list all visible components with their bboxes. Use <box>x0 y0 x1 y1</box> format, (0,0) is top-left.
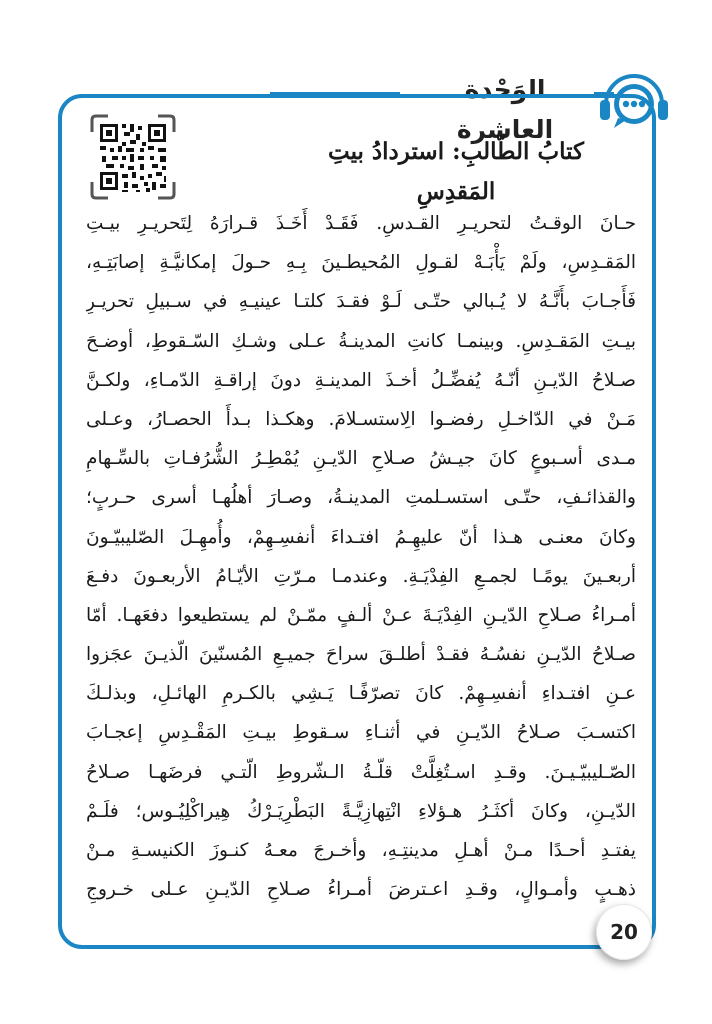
body-text <box>86 204 636 909</box>
text-line: والقذائـفِ، حتّـى استسـلمتِ المدينـةُ، وصـارَ أهلُهـا أسرى حـربٍ؛ <box>86 487 636 509</box>
text-line: يفتـدِ أحـدًا مـنْ أهـلِ مدينتِـهِ، وأخـرجَ معـهُ كنـوزَ الكنيسـةِ مـنْ <box>86 840 636 861</box>
text-line: اكتسـبَ صـلاحُ الدّيـنِ في أثنـاءِ سـقوطِ بيـتِ المَقْـدِسِ إعجـابَ <box>86 722 636 744</box>
text-line: المَقـدِسِ، ولَمْ يَأْبَـهْ لقـولِ المُحيطـينَ بِـهِ حـولَ إمكانيَّـةِ إصابَتِـهِ، <box>86 252 636 274</box>
text-line: أربعـينَ يومًـا لجمـعِ الفِدْيَـةِ. وعندمـا مـرّتِ الأيّـامُ الأربعـونَ دفـعَ <box>86 565 636 587</box>
text-line: وكانَ معنـى هـذا أنّ عليهِـمُ افتـداءَ أنفسِـهِمْ، وأُمهِـلَ الصّليبيّـونَ <box>86 526 636 548</box>
text-line: ذهـبٍ وأمـوالٍ، وقـدِ اعـترضَ أمـراءُ صـلاحِ الدّيـنِ عـلى خـروجِ <box>86 879 636 901</box>
text-line: عـنِ افتـداءِ أنفسِـهِمْ. كانَ تصرّفًـا يَـشِي بالكـرمِ الهائـلِ، وبذلـكَ <box>86 683 636 705</box>
page-number: 20 <box>596 904 652 960</box>
text-line: مَـنْ في الدّاخـلِ رفضـوا الِاستسـلامَ. وهكـذا بـدأَ الحصـارُ، وعـلى <box>86 408 636 430</box>
text-line: فَأَجـابَ بأَنَّـهُ لا يُـبالي حتّـى لَـوْ فقـدَ كلتـا عينيـهِ في سـبيلِ تحريـرِ <box>86 291 636 313</box>
unit-title: الوَحْدة العاشرة <box>456 75 554 144</box>
lesson-title: كتابُ الطّالبِ: استردادُ بيتِ المَقدِسِ <box>327 138 585 205</box>
qr-code-icon[interactable] <box>90 114 176 200</box>
text-line: بيـتِ المَقـدِسِ. وبينمـا كانتِ المدينـةُ عـلى وشـكِ السّـقوطِ، أوضـحَ <box>86 330 636 352</box>
text-line: صـلاحُ الدّيـنِ أنّـهُ يُفضِّـلُ أخـذَ المدينـةِ دونَ إراقـةِ الدّمـاءِ، ولكـنَّ <box>86 369 636 391</box>
text-line: الصّـليبيّـيـنَ. وقـدِ اسـتُغِلَّتْ قلّـةُ الـشّروطِ الّتـي فرضَهـا صـلاحُ <box>86 761 636 783</box>
text-line: أمـراءُ صـلاحِ الدّيـنِ الفِدْيَـةَ عـنْ ألـفٍ ممّـنْ لم يستطيعوا دفعَهـا. أمّا <box>86 604 636 626</box>
text-line: حـانَ الوقـتُ لتحريـرِ القـدسِ. فَقَـدْ أَخَـذَ قـرارَهُ لِتَحريـرِ بيـتِ <box>86 213 636 234</box>
text-line: الدّيـنِ، وكانَ أكثَـرُ هـؤلاءِ انْتِهازِيَّـةً البَطْرِيَـرْكُ هِيراكْلِيُـوس؛ فلَـمْ <box>86 800 636 822</box>
text-line: صـلاحُ الدّيـنِ نفسُـهُ فقـدْ أطلـقَ سراحَ جميـعِ المُسنّينَ الّذيـنَ عجَزوا <box>86 644 636 666</box>
text-line: مـدى أسـبوعٍ كانَ جيـشُ صـلاحِ الدّيـنِ يُمْطِـرُ الشُّرُفـاتِ بالسِّـهامِ <box>86 448 636 470</box>
